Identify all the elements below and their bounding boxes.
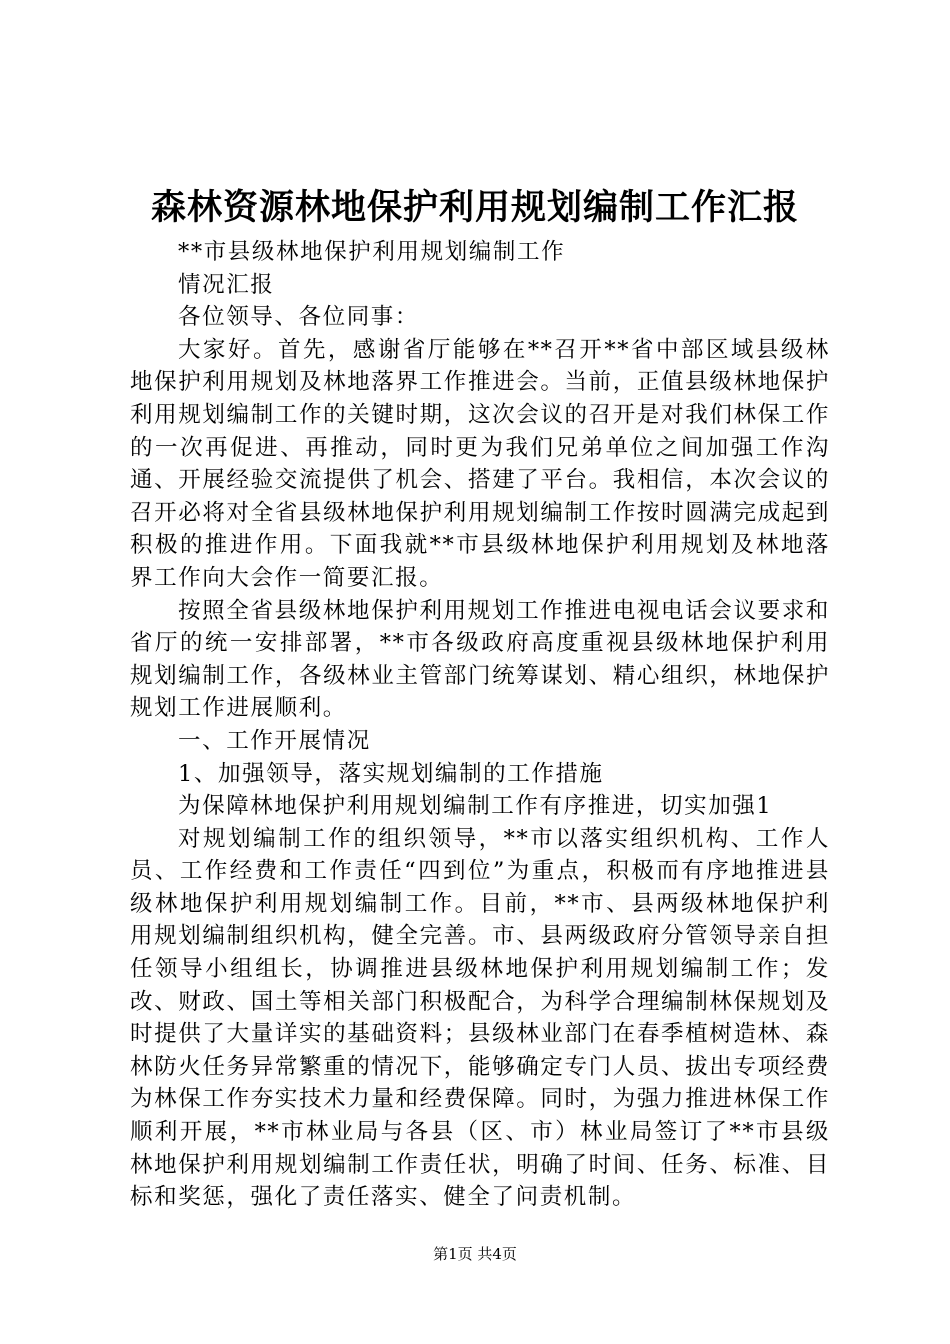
subsection-heading-1: 1、加强领导，落实规划编制的工作措施 [178,760,604,787]
salutation: 各位领导、各位同事： [178,304,420,331]
subtitle-line-1: **市县级林地保护利用规划编制工作 [178,239,566,265]
paragraph-leadership: 对规划编制工作的组织领导，**市以落实组织机构、工作人员、工作经费和工作责任“四到位”为重点，积极而有序地推进县级林地保护利用规划编制工作。目前，**市、县两级林地保护利用规划编制组织机构，健全完善。市、县两级政府分管领导亲自担任领导小组组长，协调推进县级林地保护利用规划编制工作；发改、财政、国土等相关部门积极配合，为科学合理编制林保规划及时提供了大量详实的基础资料；县级林业部门在春季植树造林、森林防火任务异常繁重的情况下，能够确定专门人员、拔出专项经费为林保工作夯实技术力量和经费保障。同时，为强力推进林保工作顺利开展，**市林业局与各县（区、市）林业局签订了**市县级林地保护利用规划编制工作责任状，明确了时间、任务、标准、目标和奖惩，强化了责任落实、健全了问责机制。 [130,825,830,1211]
page-footer: 第1页 共4页 [433,1245,517,1263]
document-body [130,236,830,1214]
paragraph-opening: 大家好。首先，感谢省厅能够在**召开**省中部区域县级林地保护利用规划及林地落界工作推进会。当前，正值县级林地保护利用规划编制工作的关键时期，这次会议的召开是对我们林保工作的一次再促进、再推动，同时更为我们兄弟单位之间加强工作沟通、开展经验交流提供了机会、搭建了平台。我相信，本次会议的召开必将对全省县级林地保护利用规划编制工作按时圆满完成起到积极的推进作用。下面我就**市县级林地保护利用规划及林地落界工作向大会作一简要汇报。 [130,336,830,591]
paragraph-overview: 按照全省县级林地保护利用规划工作推进电视电话会议要求和省厅的统一安排部署，**市各级政府高度重视县级林地保护利用规划编制工作，各级林业主管部门统筹谋划、精心组织，林地保护规划工作进展顺利。 [130,597,830,722]
section-heading-1: 一、工作开展情况 [178,727,371,754]
paragraph-intro-line: 为保障林地保护利用规划编制工作有序推进，切实加强1 [178,793,773,820]
subtitle-line-2: 情况汇报 [178,271,275,298]
document-title: 森林资源林地保护利用规划编制工作汇报 [150,187,799,228]
